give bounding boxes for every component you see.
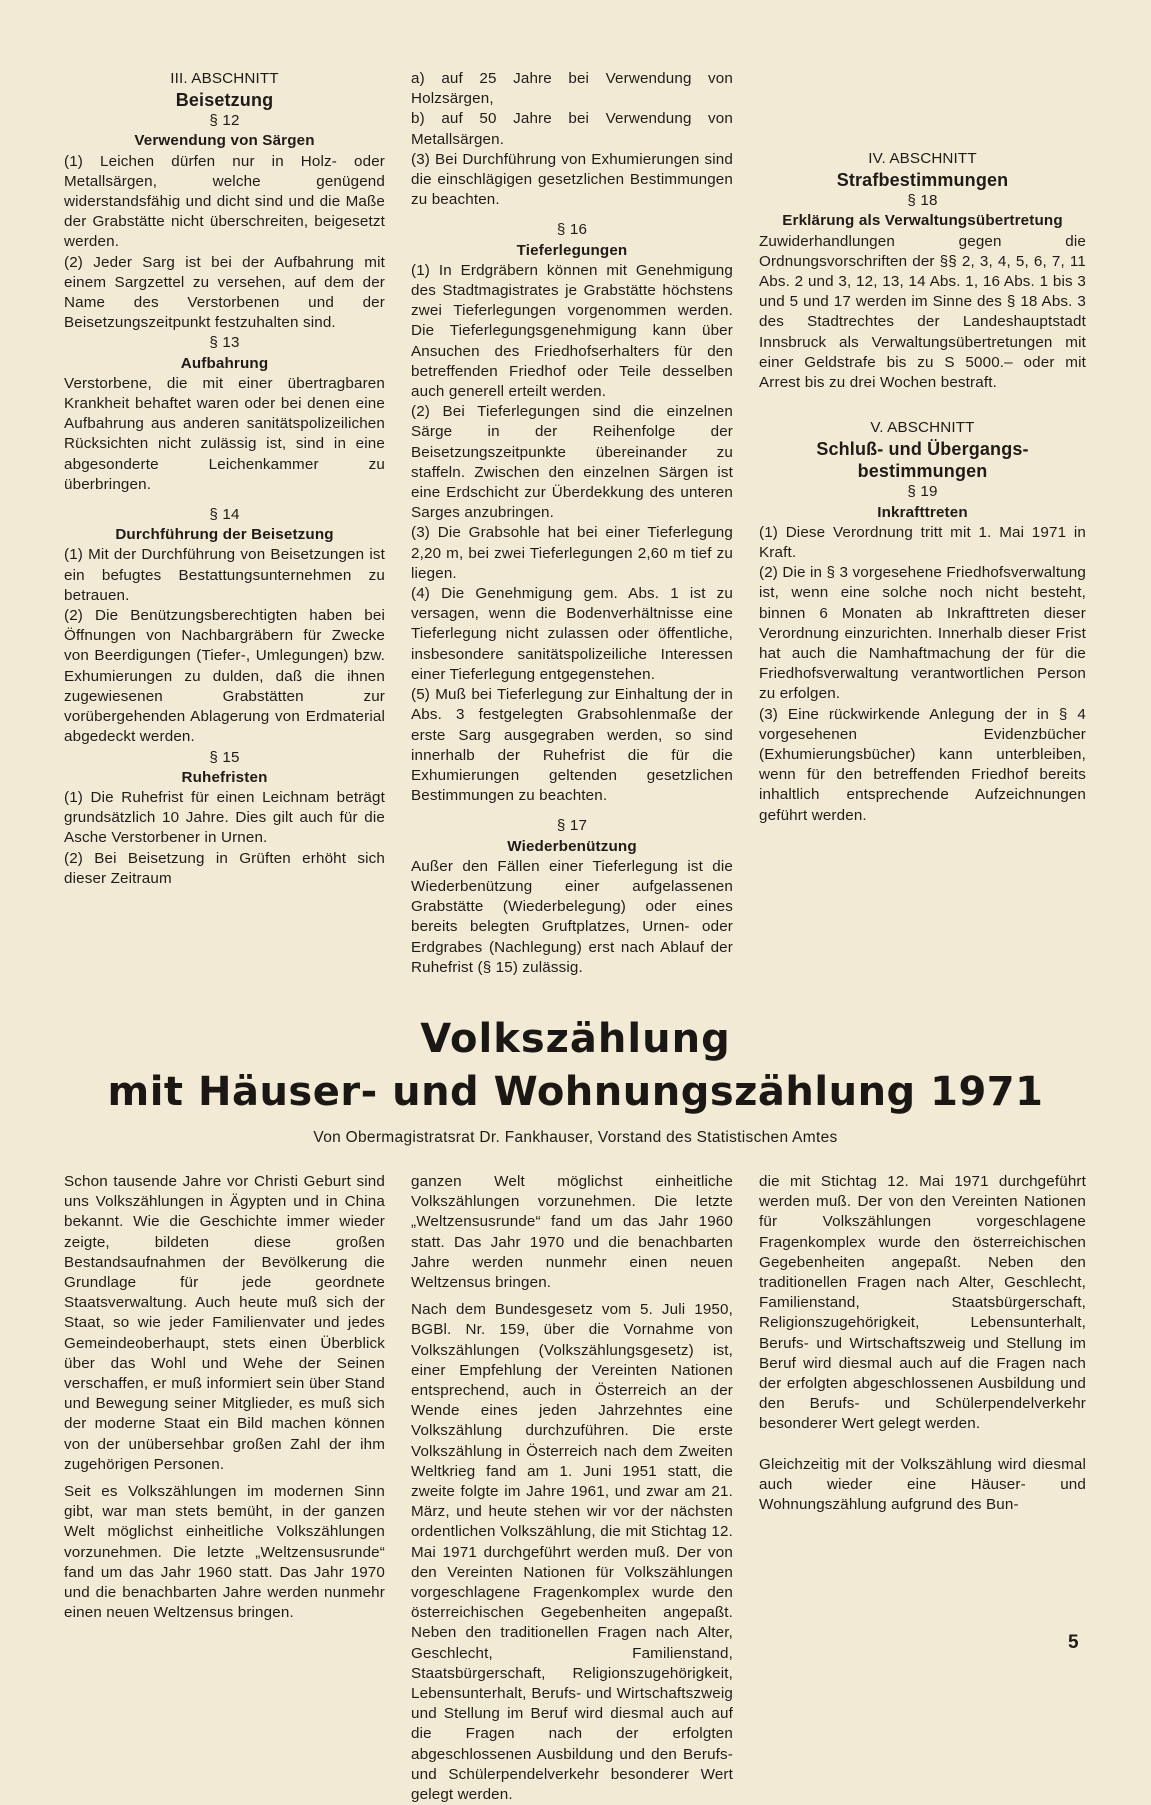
body-text: (1) Diese Verordnung tritt mit 1. Mai 1971 in Kraft. [759,523,1086,562]
spacer [64,1475,385,1482]
body-text: (1) Die Ruhefrist für einen Leichnam beträgt grundsätzlich 10 Jahre. Dies gilt auch für die Asche Verstorbener in Urnen. [64,788,385,847]
body-text: (2) Bei Beisetzung in Grüften erhöht sich dieser Zeitraum [64,849,385,887]
paragraph-title: Tieferlegungen [516,241,628,259]
section-label: III. ABSCHNITT [170,70,279,87]
body-text: b) auf 50 Jahre bei Verwendung von Metallsärgen. [411,110,733,148]
regulation-column-1 [64,69,385,889]
paragraph-title: Verwendung von Särgen [134,132,315,150]
body-text: Zuwiderhandlungen gegen die Ordnungsvorschriften der §§ 2, 3, 4, 5, 6, 7, 11 Abs. 2 und 3, 12, 13, 14 Abs. 1, 16 Abs. 1 bis 3 und 5 und 17 werden im Sinne des § 18 Abs. 3 des Stadtrechtes der Landeshauptstadt Innsbruck als Verwaltungsübertretungen mit einer Geldstrafe bis zu S 5000.– oder mit Arrest bis zu drei Wochen bestraft. [759,232,1086,392]
body-text: (4) Die Genehmigung gem. Abs. 1 ist zu versagen, wenn die Bodenverhältnisse eine Tieferlegung nicht zulassen oder öffentliche, insbesondere sanitätspolizeiliche Interessen einer Tieferlegung entgegenstehen. [411,585,733,683]
body-text: ganzen Welt möglichst einheitliche Volkszählungen vorzunehmen. Die letzte „Weltzensusrunde“ fand um das Jahr 1960 statt. Das Jahr 1970 und die benachbarten Jahre werden nunmehr einen neuen Weltzensus bringen. [411,1173,733,1292]
body-text: a) auf 25 Jahre bei Verwendung von Holzsärgen, [411,70,733,108]
spacer [411,1293,733,1300]
regulation-column-3 [759,69,1086,826]
page-number: 5 [1068,1632,1079,1653]
section-title: Strafbestimmungen [836,170,1009,191]
spacer [411,210,733,220]
paragraph-number: § 16 [556,221,588,239]
body-text: (1) Leichen dürfen nur in Holz- oder Metallsärgen, welche genügend widerstandsfähig und dicht sind und die Maße der Grabstätte nicht überschreiten, beigesetzt werden. [64,152,385,251]
section-title: Schluß- und Übergangs- [816,439,1029,460]
paragraph-title: Erklärung als Verwaltungsübertretung [782,212,1063,230]
article-column-3 [759,1172,1086,1515]
paragraph-number: § 14 [209,506,240,524]
body-text: (3) Bei Durchführung von Exhumierungen sind die einschlägigen gesetzlichen Bestimmungen zu beachten. [411,150,733,209]
paragraph-title: Ruhefristen [181,768,268,786]
body-text: (1) Mit der Durchführung von Beisetzungen ist ein befugtes Bestattungsunternehmen zu betrauen. [64,546,385,604]
body-text: Außer den Fällen einer Tieferlegung ist die Wiederbenützung einer aufgelassenen Grabstätte (Wiederbelegung) oder eines bereits belegten Gruftplatzes, Urnen- oder Erdgrabes (Nachlegung) erst nach Ablauf der Ruhefrist (§ 15) zulässig. [411,857,733,976]
spacer [64,495,385,505]
paragraph-title: Aufbahrung [180,354,269,372]
section-label: V. ABSCHNITT [870,419,975,437]
article-subtitle: mit Häuser- und Wohnungszählung 1971 [107,1069,1044,1115]
paragraph-number: § 17 [556,817,588,835]
spacer [759,69,1086,149]
body-text: (5) Muß bei Tieferlegung zur Einhaltung der in Abs. 3 festgelegten Grabsohlenmaße der erste Sarg ausgegraben werden, so sind innerhalb der Ruhefrist die für die Exhumierungen geltenden gesetzlichen Bestimmungen zu beachten. [411,686,733,805]
body-text: Nach dem Bundesgesetz vom 5. Juli 1950, BGBl. Nr. 159, über die Vornahme von Volkszählungen (Volkszählungsgesetz) ist, einer Empfehlung der Vereinten Nationen entsprechend, auch in Österreich an der Wende eines jeden Jahrzehntes eine Volkszählung durchzuführen. Die erste Volkszählung in Österreich nach dem Zweiten Weltkrieg fand am 1. Juni 1951 statt, die zweite folgte im Jahre 1961, und zwar am 21. März, und heute stehen wir vor der nächsten ordentlichen Volkszählung, die mit Stichtag 12. Mai 1971 durchgeführt werden muß. Der von den Vereinten Nationen für Volkszählungen vorgeschlagene Fragenkomplex wurde den österreichischen Gegebenheiten angepaßt. Neben den traditionellen Fragen nach Alter, Geschlecht, Familienstand, Staatsbürgerschaft, Religionszugehörigkeit, Lebensunterhalt, Berufs- und Wirtschaftszweig und Stellung im Beruf wird diesmal auch auf die Fragen nach der erfolgten abgeschlossenen Ausbildung und den Berufs- und Schülerpendelverkehr besonderer Wert gelegt werden. [411,1301,733,1804]
body-text: (3) Eine rückwirkende Anlegung der in § 4 vorgesehenen Evidenzbücher (Exhumierungsbücher) kann unterbleiben, wenn für den betreffenden Friedhof bereits inhaltlich entsprechende Aufzeichnungen geführt werden. [759,705,1086,824]
body-text: (3) Die Grabsohle hat bei einer Tieferlegung 2,20 m, bei zwei Tieferlegungen 2,60 m tief zu liegen. [411,524,733,582]
body-text: (2) Bei Tieferlegungen sind die einzelnen Särge in der Reihenfolge der Beisetzungszeitpunkte übereinander zu staffeln. Zwischen den einzelnen Särgen ist eine Erdschicht zur Überdekkung des unteren Sarges anzubringen. [411,403,733,522]
body-text: (2) Jeder Sarg ist bei der Aufbahrung mit einem Sargzettel zu versehen, auf dem der Name des Verstorbenen und der Beisetzungszeitpunkt festzuhalten sind. [64,253,385,332]
paragraph-number: § 12 [209,112,240,130]
body-text: Verstorbene, die mit einer übertragbaren Krankheit behaftet waren oder bei denen eine Aufbahrung aus anderen sanitätspolizeilichen Rücksichten nicht zulässig ist, sind in eine abgesonderte Leichenkammer zu überbringen. [64,374,385,493]
section-title: Beisetzung [175,90,274,111]
body-text: Seit es Volkszählungen im modernen Sinn gibt, war man stets bemüht, in der ganzen Welt möglichst einheitliche Volkszählungen vorzunehmen. Die letzte „Weltzensusrunde“ fand um das Jahr 1960 statt. Das Jahr 1970 und die benachbarten Jahre werden nunmehr einen neuen Weltzensus bringen. [64,1483,385,1622]
body-text: (2) Die Benützungsberechtigten haben bei Öffnungen von Nachbargräbern für Zwecke von Beerdigungen (Tiefer-, Umlegungen) bzw. Exhumierungen zu dulden, daß die ihnen zugewiesenen Grabstätten zur vorübergehenden Ablagerung von Erdmaterial abgedeckt werden. [64,607,385,746]
article-byline: Von Obermagistratsrat Dr. Fankhauser, Vorstand des Statistischen Amtes [313,1129,838,1146]
body-text: (1) In Erdgräbern können mit Genehmigung des Stadtmagistrates je Grabstätte höchstens zwei Tieferlegungen vorgenommen werden. Die Tieferlegungsgenehmigung kann über Ansuchen des Friedhofserhalters für den betreffenden Friedhof oder Teile desselben auch generell erteilt werden. [411,261,733,401]
section-title: bestimmungen [857,461,988,482]
body-text: Gleichzeitig mit der Volkszählung wird diesmal auch wieder eine Häuser- und Wohnungszählung aufgrund des Bun- [759,1455,1086,1514]
body-text: Schon tausende Jahre vor Christi Geburt sind uns Volkszählungen in Ägypten und in China bekannt. Wie die Geschichte immer wieder zeigte, bildeten diese großen Bestandsaufnahmen der Bevölkerung die Grundlage für jede geordnete Staatsverwaltung. Auch heute muß sich der Staat, so wie jeder Familienvater und jedes Gemeindeoberhaupt, stets einen Überblick über das Wohl und Wehe der Seinen verschaffen, er muß informiert sein über Stand und Bewegung seiner Mitglieder, es muß sich der moderne Staat ein Bild machen können von der unübersehbar großen Zahl der ihm zugehörigen Personen. [64,1173,385,1473]
article-title: Volkszählung [420,1016,731,1062]
body-text: die mit Stichtag 12. Mai 1971 durchgeführt werden muß. Der von den Vereinten Nationen für Volkszählungen vorgeschlagene Fragenkomplex wurde den österreichischen Gegebenheiten angepaßt. Neben den traditionellen Fragen nach Alter, Geschlecht, Familienstand, Staatsbürgerschaft, Religionszugehörigkeit, Lebensunterhalt, Berufs- und Wirtschaftszweig und Stellung im Beruf wird diesmal auch auf die Fragen nach der erfolgten abgeschlossenen Ausbildung und den Berufs- und Schülerpendelverkehr besonderer Wert gelegt werden. [759,1173,1086,1433]
spacer [411,806,733,816]
body-text: (2) Die in § 3 vorgesehene Friedhofsverwaltung ist, wenn eine solche noch nicht besteht, binnen 6 Monaten ab Inkrafttreten dieser Verordnung einzurichten. Innerhalb dieser Frist hat auch die Namhaftmachung der für die Friedhofsverwaltung verantwortlichen Person zu erfolgen. [759,564,1086,703]
spacer [759,393,1086,418]
paragraph-number: § 19 [907,483,938,501]
regulation-column-2 [411,69,733,978]
spacer [759,1435,1086,1455]
paragraph-number: § 13 [209,334,240,352]
article-column-1 [64,1172,385,1622]
article-column-2 [411,1172,733,1804]
paragraph-number: § 15 [209,748,240,766]
paragraph-number: § 18 [907,192,938,210]
paragraph-title: Durchführung der Beisetzung [115,526,334,544]
paragraph-title: Inkrafttreten [877,503,968,521]
paragraph-title: Wiederbenützung [507,837,637,855]
section-label: IV. ABSCHNITT [868,150,977,167]
